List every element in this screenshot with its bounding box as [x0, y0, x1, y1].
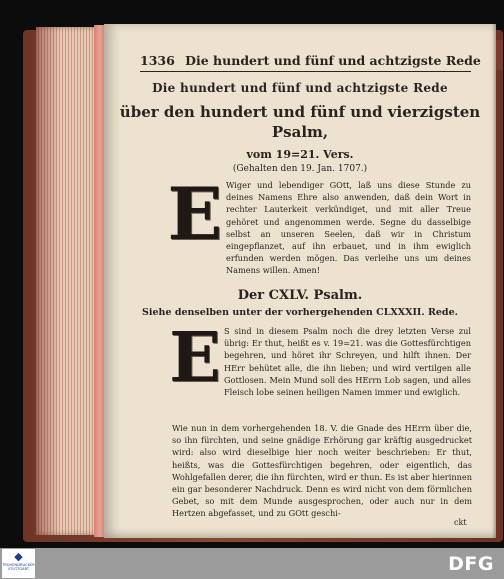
body-paragraph-1: S sind in diesem Psalm noch die drey letzten Verse zul übrig: Er thut, heißt es v. 19=21. was die Gottesfürchtigen begehren, und höret ihr Schreyen, und hilft ihnen. Der HErr behütet alle, die ihn lieben; und wird vertilgen alle Gottlosen. Mein Mund soll des HErrn Lob sagen, und alles Fleisch lobe seinen heiligen Namen immer und ewiglich. [224, 326, 471, 398]
section-subtitle: Siehe denselben unter der vorhergehenden CLXXXII. Rede. [142, 307, 458, 318]
heading-date: (Gehalten den 19. Jan. 1707.) [232, 164, 368, 174]
library-crest-icon: ◆ [14, 550, 23, 563]
heading-line-1: Die hundert und fünf und achtzigste Rede [152, 81, 448, 95]
prayer-paragraph: Wiger und lebendiger GOtt, laß uns diese Stunde zu deines Namens Ehre also anwenden, daß dein Wort in rechter Lauterkeit verkündiget, und mit aller Treue gehöret und angenommen werde. Segne du dasselbige selbst an unseren Seelen, daß wir in Christum eingepflanzet, auf ihn erbauet, und in ihm ewiglich erfunden werden mögen. Das verleihe uns um deines Namens willen. Amen! [226, 180, 471, 276]
library-logo[interactable] [2, 549, 35, 578]
page-edge-shadow [492, 24, 496, 538]
page-number: 1336 [140, 53, 175, 68]
logo-text-line-2: STUTTGART [7, 567, 30, 571]
book-page [104, 24, 496, 538]
heading-line-2: über den hundert und fünf und vierzigsten [119, 103, 481, 121]
heading-line-3: Psalm, [271, 123, 329, 141]
drop-cap-initial-2: E [169, 318, 221, 398]
heading-verse-range: vom 19=21. Vers. [246, 148, 354, 161]
running-head-title: Die hundert und fünf und achtzigste Rede [185, 53, 481, 68]
drop-cap-initial-1: E [167, 171, 223, 256]
viewer-footer [0, 548, 504, 579]
body-paragraph-2: Wie nun in dem vorhergehenden 18. V. die Gnade des HErrn über die, so ihn fürchten, und seine gnädige Erhörung gar kräftig ausgedrucket wird: also wird dieselbige hier noch weiter beschrieben: Er thut, heißts, was die Gottesfürchtigen begehren, oder eigentlich, das Wohlgefallen derer, die ihn fürchten, wird er thun. Es ist aber hierinnen ein gar besonderer Nachdruck. Denn es wird nicht von dem förmlichen Gebet, so mit dem Munde ausgesprochen, oder auch nur in dem Hertzen abgefasset, und zu GOtt geschi- [172, 423, 472, 519]
running-head [140, 53, 481, 72]
section-title: Der CXLV. Psalm. [237, 288, 363, 303]
logo-text-line-1: TRUHENDRUCKER [2, 563, 35, 567]
catchword: ckt [454, 518, 467, 527]
dfg-logo[interactable]: DFG [448, 553, 494, 575]
